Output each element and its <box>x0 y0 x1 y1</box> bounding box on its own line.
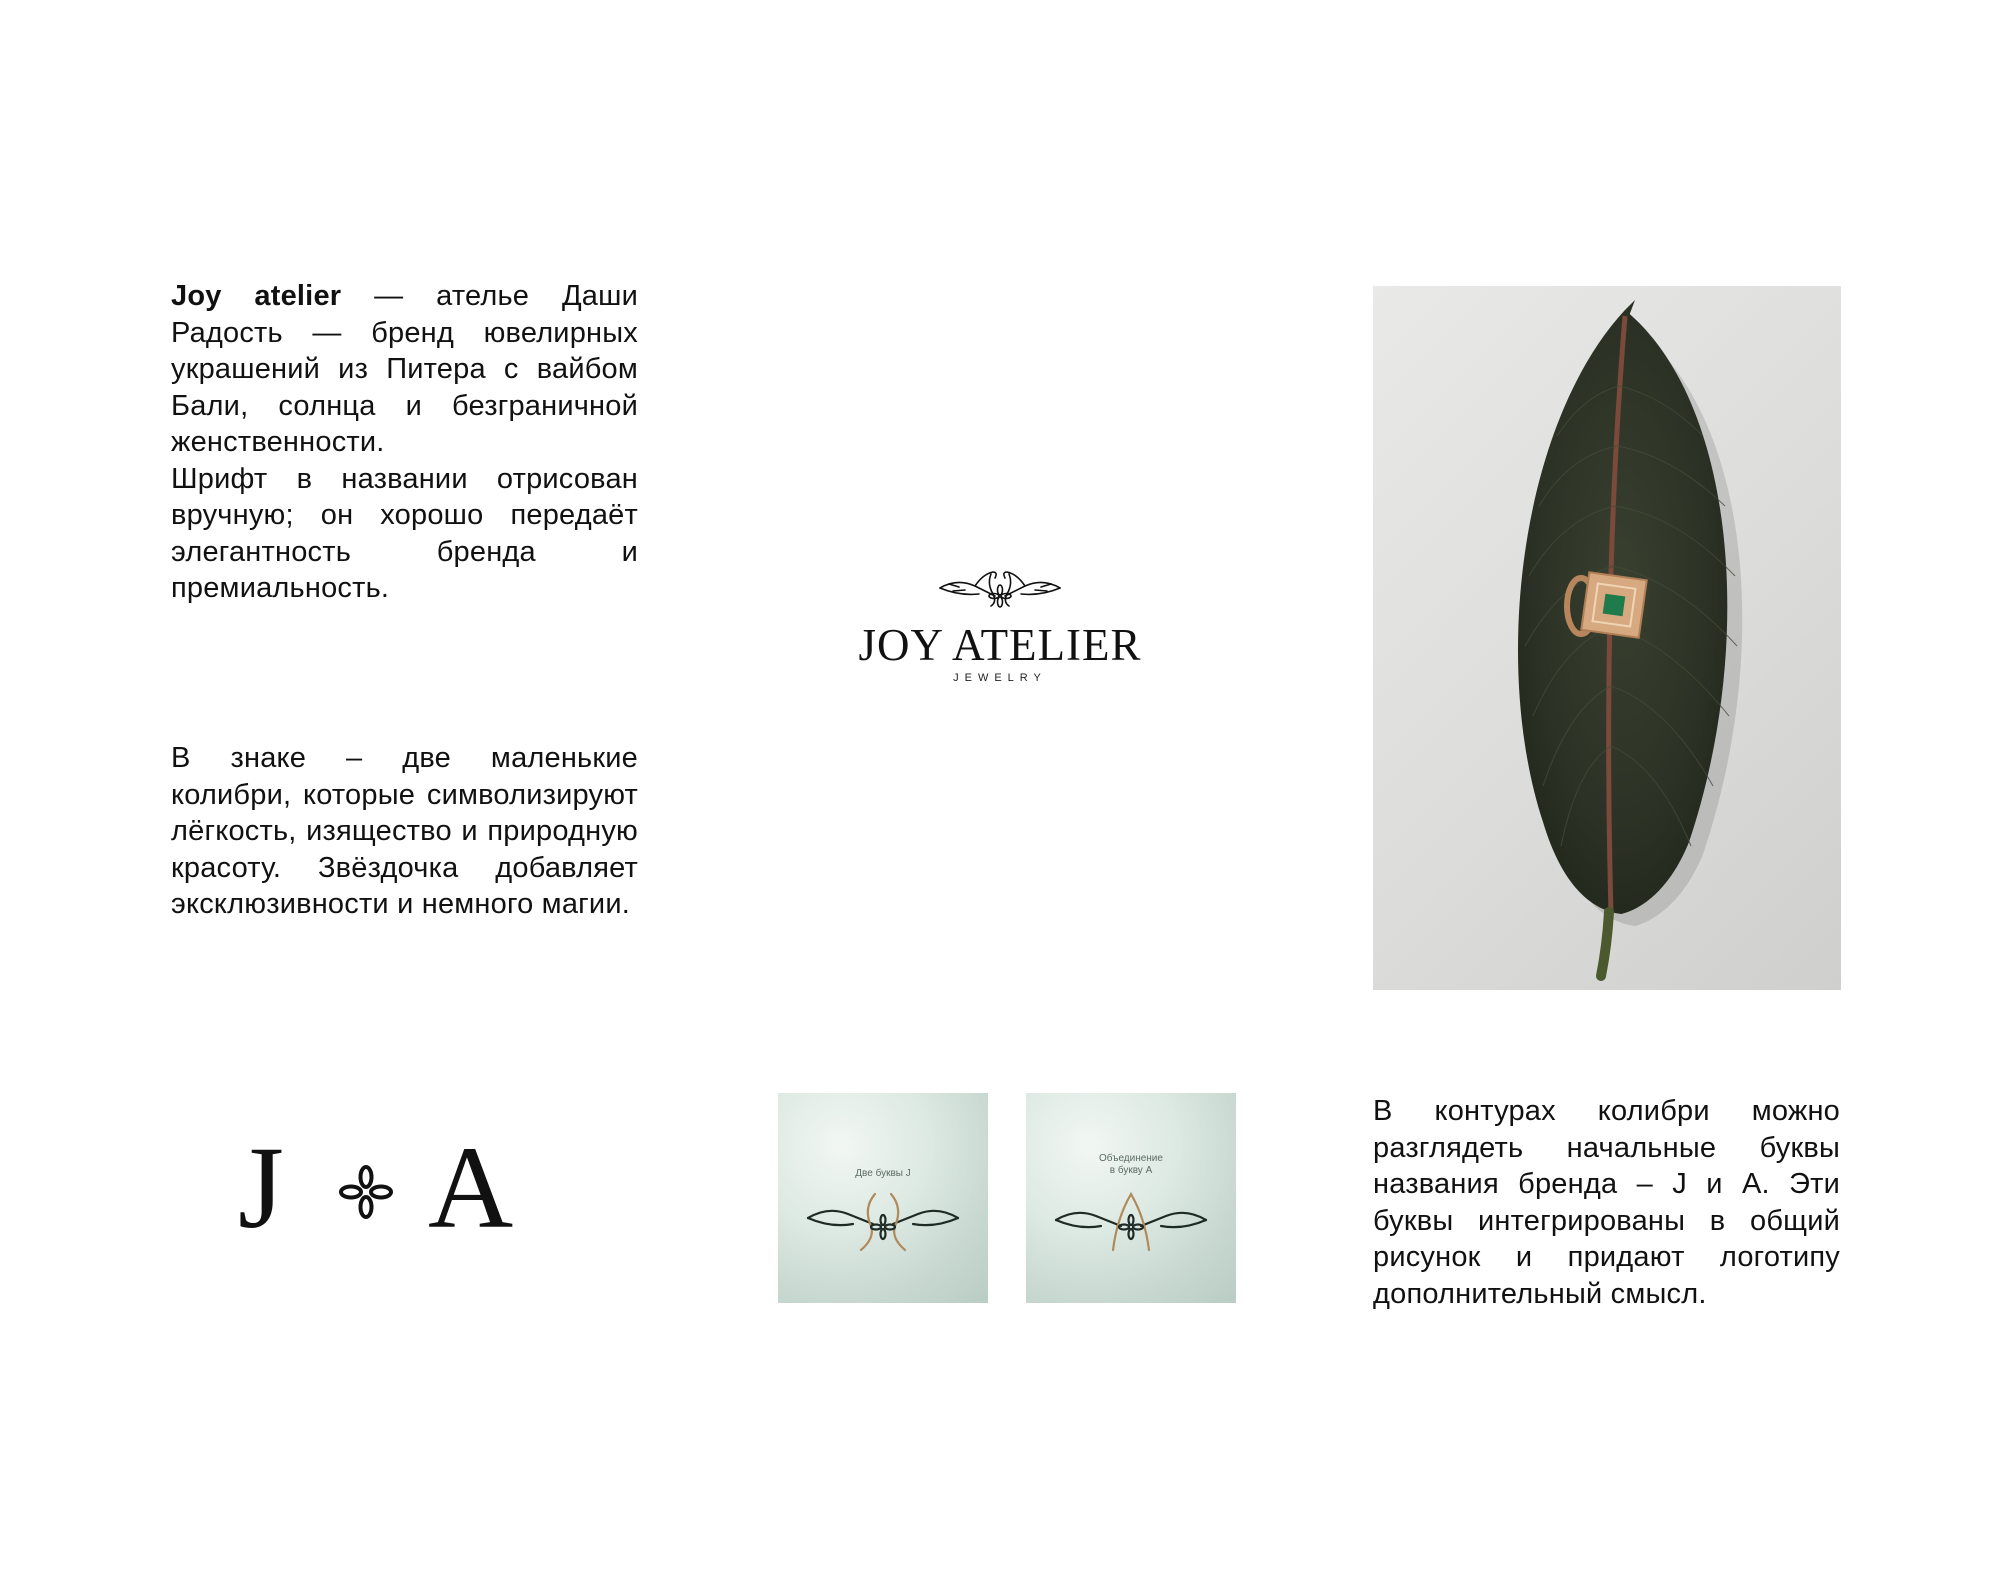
brand-name: Joy atelier <box>171 280 342 312</box>
intro-paragraph <box>171 278 638 607</box>
monogram-letter-j: J <box>238 1122 284 1253</box>
tile-caption-line: Две буквы J <box>855 1168 911 1179</box>
tile-two-letters-j <box>778 1093 988 1303</box>
intro-text: — ателье Даши Радость — бренд ювелирных украшений из Питера с вайбом Бали, солнца и безграничной женственности. <box>171 280 638 458</box>
logo-wordmark: JOY ATELIER <box>858 620 1142 670</box>
logo-subline: JEWELRY <box>953 672 1047 684</box>
tile-caption <box>778 1168 988 1180</box>
birds-paragraph: В знаке – две маленькие колибри, которые символизируют лёгкость, изящество и природную красоту. Звёздочка добавляет эксклюзивности и немного магии. <box>171 742 638 920</box>
brand-logo <box>850 566 1150 706</box>
hummingbirds-letter-j-icon <box>803 1188 963 1258</box>
monogram <box>238 1122 514 1253</box>
tile-caption <box>1026 1153 1236 1177</box>
quatrefoil-star-icon <box>336 1162 396 1222</box>
two-hummingbirds-with-star-icon <box>935 566 1065 616</box>
letters-paragraph: В контурах колибри можно разглядеть начальные буквы названия бренда – J и A. Эти буквы интегрированы в общий рисунок и придают логотипу дополнительный смысл. <box>1373 1095 1840 1310</box>
monogram-letter-a: A <box>428 1122 514 1253</box>
tile-caption-line: в букву А <box>1109 1165 1153 1176</box>
tile-letter-a <box>1026 1093 1236 1303</box>
leaf-with-ring-photo <box>1373 286 1841 990</box>
tile-caption-line: Объединение <box>1099 1153 1163 1164</box>
leaf-illustration <box>1373 286 1841 990</box>
font-description: Шрифт в названии отрисован вручную; он хорошо передаёт элегантность бренда и премиальность. <box>171 462 638 604</box>
hummingbirds-letter-a-icon <box>1051 1188 1211 1258</box>
